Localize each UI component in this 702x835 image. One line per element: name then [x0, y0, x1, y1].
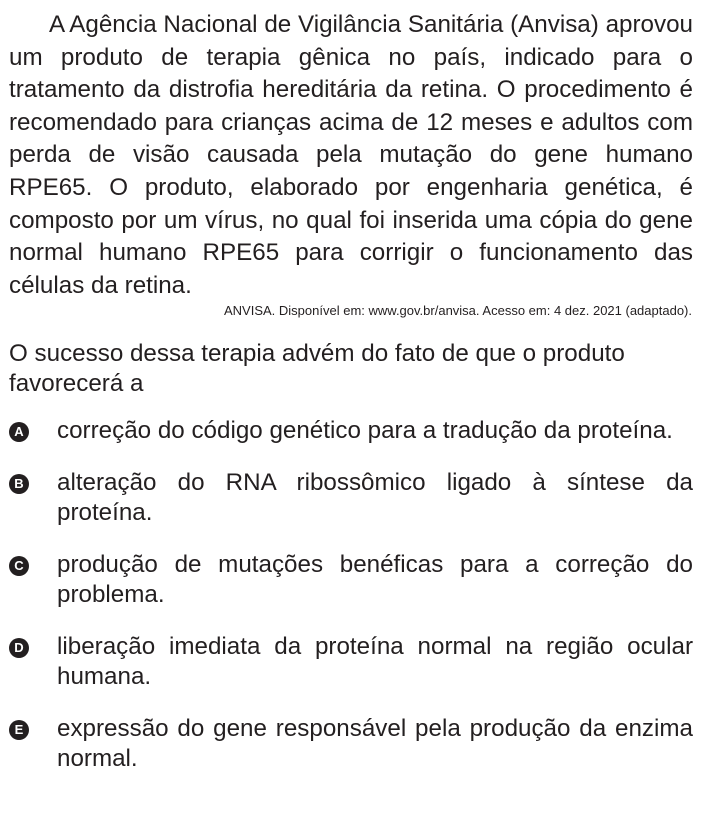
option-c-text: produção de mutações benéficas para a correção do problema. — [57, 551, 693, 609]
option-d[interactable] — [9, 632, 693, 692]
option-e[interactable] — [9, 714, 693, 774]
option-a-text: correção do código genético para a tradução da proteína. — [57, 417, 673, 445]
exam-question — [9, 9, 693, 796]
option-d-letter-icon: D — [9, 638, 29, 658]
option-c[interactable] — [9, 550, 693, 610]
answer-options — [9, 416, 693, 774]
option-a[interactable] — [9, 416, 693, 446]
option-e-text: expressão do gene responsável pela produção da enzima normal. — [57, 715, 693, 773]
option-b[interactable] — [9, 468, 693, 528]
passage-source: ANVISA. Disponível em: www.gov.br/anvisa. Acesso em: 4 dez. 2021 (adaptado). — [224, 303, 692, 319]
option-b-letter-icon: B — [9, 474, 29, 494]
option-c-letter-icon: C — [9, 556, 29, 576]
passage-text: A Agência Nacional de Vigilância Sanitária (Anvisa) aprovou um produto de terapia gênica no país, indicado para o tratamento da distrofia hereditária da retina. O procedimento é recomendado para crianças acima de 12 meses e adultos com perda de visão causada pela mutação do gene humano RPE65. O produto, elaborado por engenharia genética, é composto por um vírus, no qual foi inserida uma cópia do gene normal humano RPE65 para corrigir o funcionamento das células da retina. — [9, 11, 693, 299]
option-a-letter-icon: A — [9, 422, 29, 442]
option-b-text: alteração do RNA ribossômico ligado à síntese da proteína. — [57, 469, 693, 527]
option-e-letter-icon: E — [9, 720, 29, 740]
option-d-text: liberação imediata da proteína normal na região ocular humana. — [57, 633, 693, 691]
question-stem: O sucesso dessa terapia advém do fato de que o produto favorecerá a — [9, 340, 625, 398]
